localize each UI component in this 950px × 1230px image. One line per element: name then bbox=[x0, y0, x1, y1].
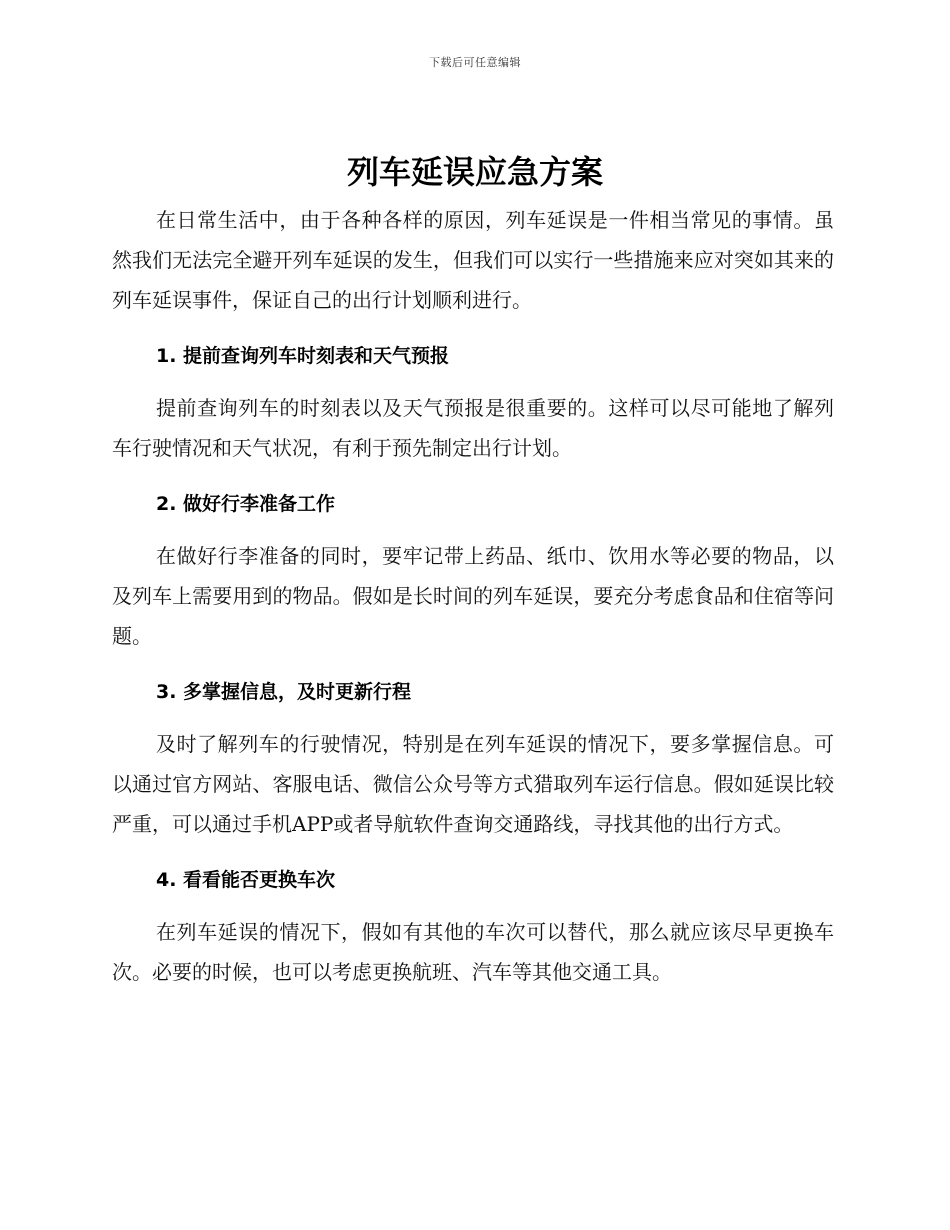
section-body-3: 及时了解列车的行驶情况，特别是在列车延误的情况下，要多掌握信息。可以通过官方网站、客服电话、微信公众号等方式猎取列车运行信息。假如延误比较严重，可以通过手机APP或者导航软件查询交通路线，寻找其他的出行方式。 bbox=[112, 732, 834, 836]
section-heading-4: 4. 看看能否更换车次 bbox=[156, 869, 336, 891]
section-body-2: 在做好行李准备的同时，要牢记带上药品、纸巾、饮用水等必要的物品，以及列车上需要用到的物品。假如是长时间的列车延误，要充分考虑食品和住宿等问题。 bbox=[112, 544, 834, 648]
document-title: 列车延误应急方案 bbox=[346, 153, 603, 191]
document-body bbox=[112, 200, 834, 992]
intro-paragraph: 在日常生活中，由于各种各样的原因，列车延误是一件相当常见的事情。虽然我们无法完全避开列车延误的发生，但我们可以实行一些措施来应对突如其来的列车延误事件，保证自己的出行计划顺利进行。 bbox=[112, 208, 834, 312]
section-body-4: 在列车延误的情况下，假如有其他的车次可以替代，那么就应该尽早更换车次。必要的时候，也可以考虑更换航班、汽车等其他交通工具。 bbox=[112, 920, 834, 984]
section-heading-1: 1. 提前查询列车时刻表和天气预报 bbox=[156, 345, 450, 367]
section-heading-3: 3. 多掌握信息，及时更新行程 bbox=[156, 681, 412, 703]
header-note: 下载后可任意编辑 bbox=[429, 56, 521, 69]
section-body-1: 提前查询列车的时刻表以及天气预报是很重要的。这样可以尽可能地了解列车行驶情况和天气状况，有利于预先制定出行计划。 bbox=[112, 396, 834, 460]
section-heading-2: 2. 做好行李准备工作 bbox=[156, 493, 336, 515]
